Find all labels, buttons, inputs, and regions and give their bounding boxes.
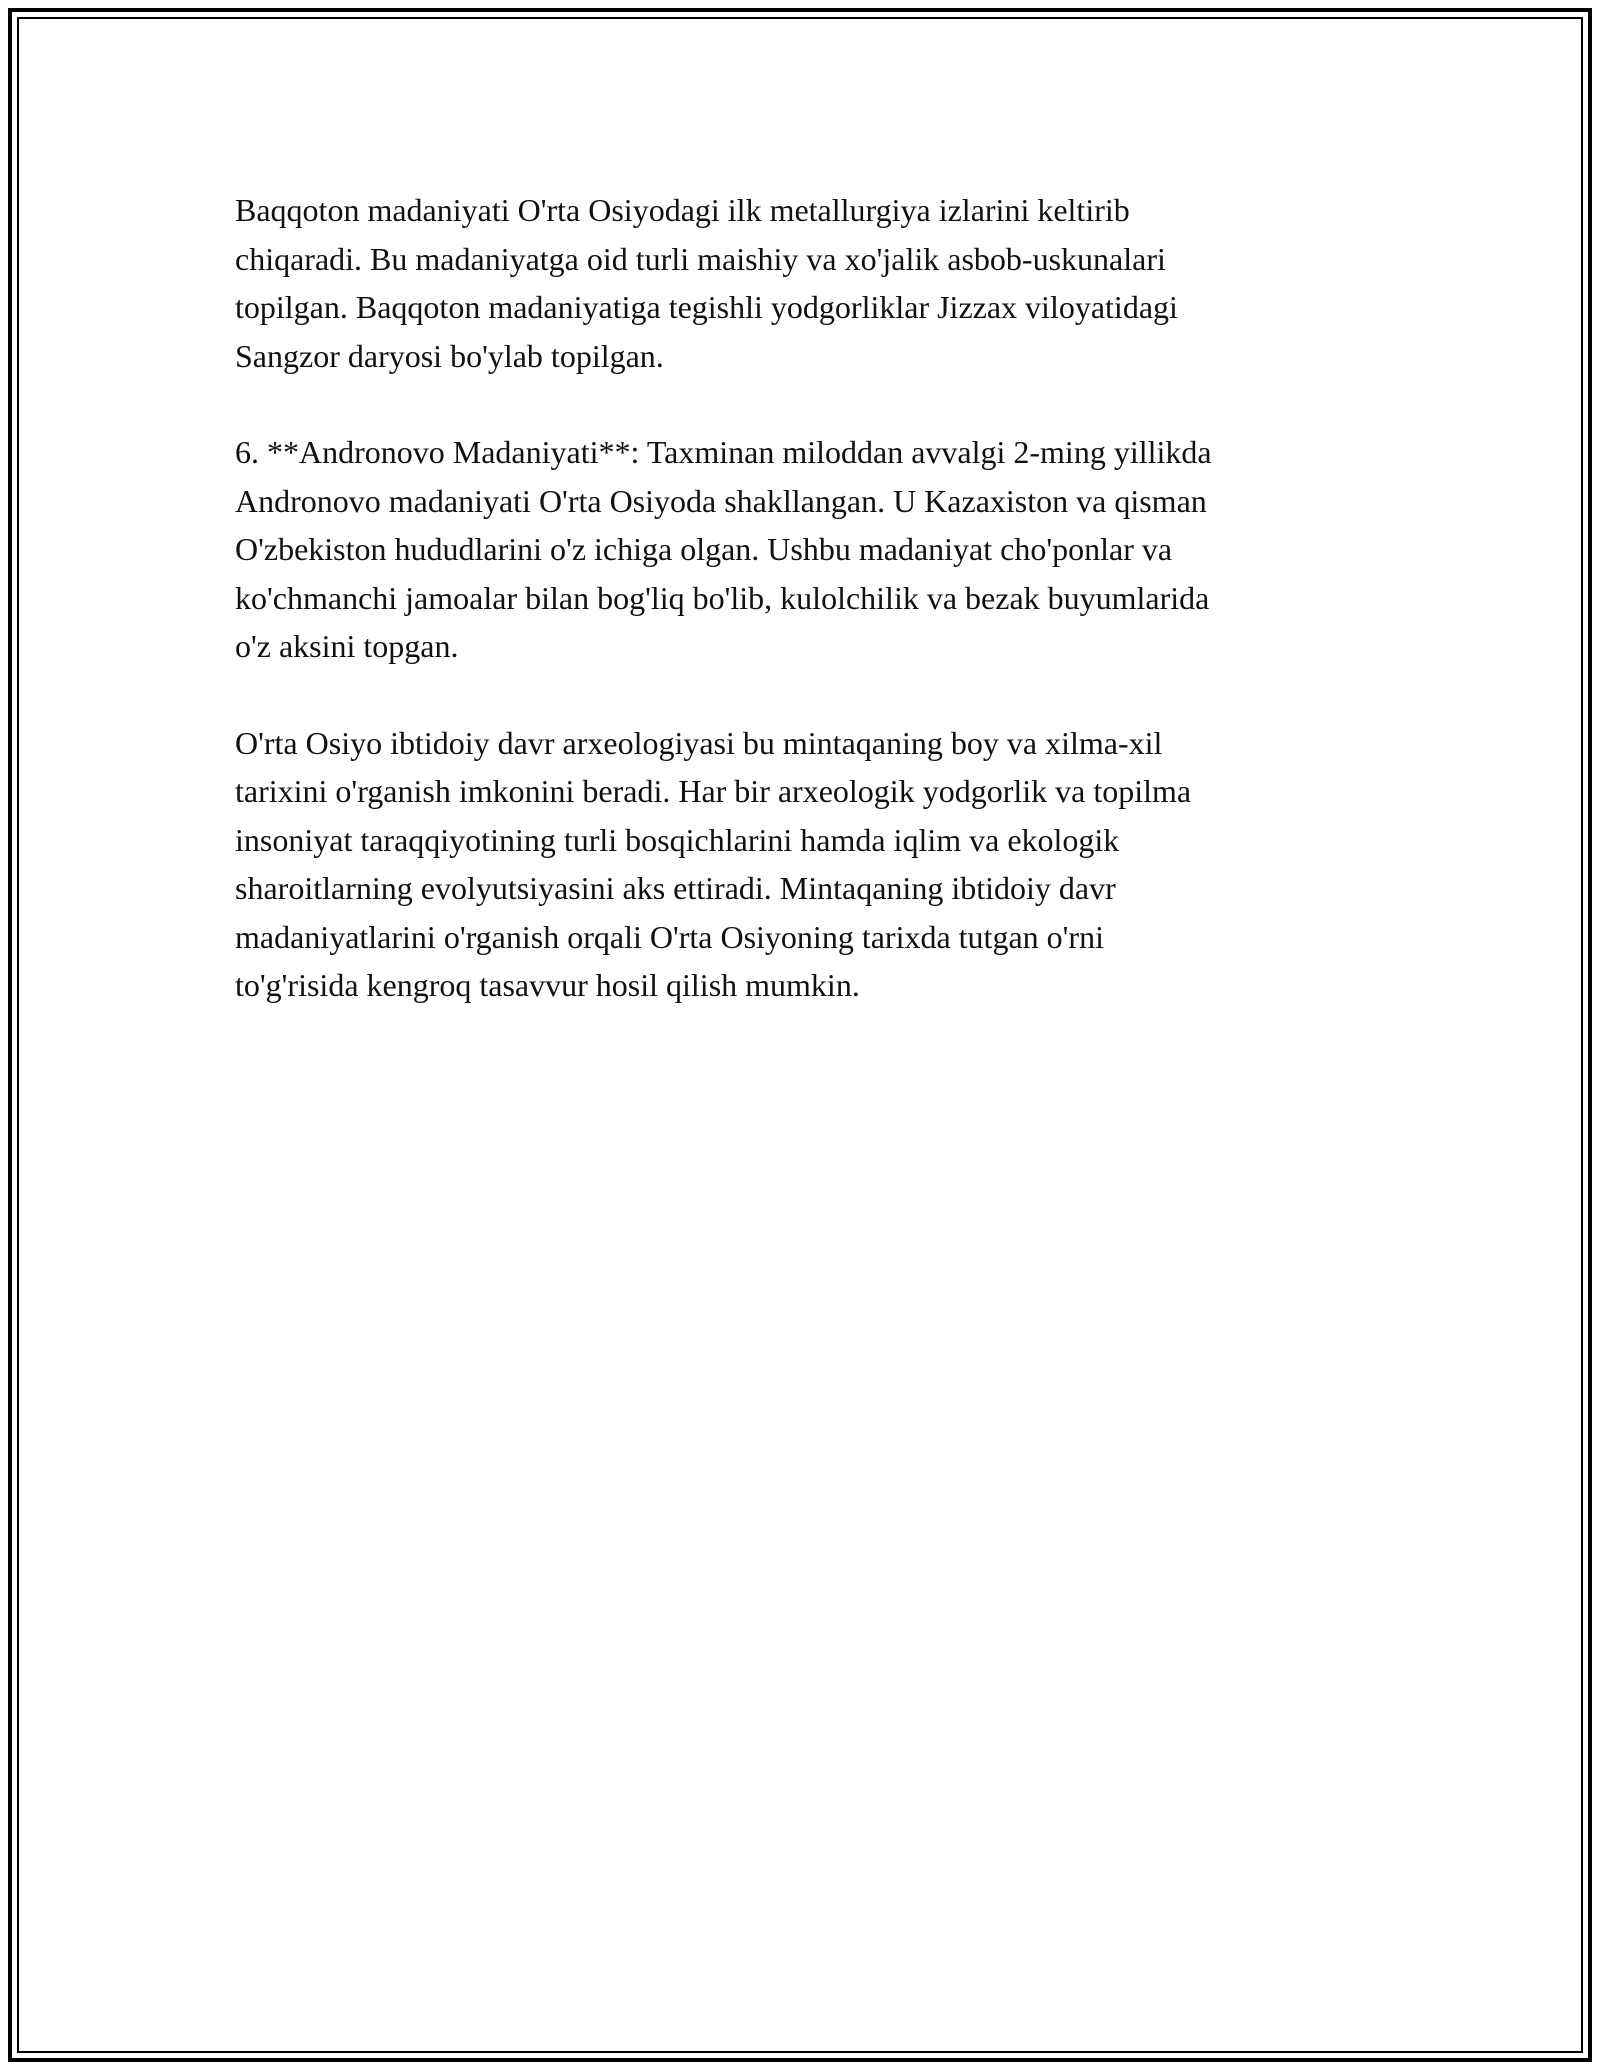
text-line: insoniyat taraqqiyotining turli bosqichlarini hamda iqlim va ekologik <box>235 821 1120 858</box>
text-line: chiqaradi. Bu madaniyatga oid turli maishiy va xo'jalik asbob-uskunalari <box>235 240 1166 277</box>
text-line: O'rta Osiyo ibtidoiy davr arxeologiyasi bu mintaqaning boy va xilma-xil <box>235 724 1163 761</box>
paragraph-conclusion <box>235 719 1385 1010</box>
text-line: to'g'risida kengroq tasavvur hosil qilish mumkin. <box>235 967 860 1003</box>
text-line: O'zbekiston hududlarini o'z ichiga olgan. Ushbu madaniyat cho'ponlar va <box>235 531 1173 567</box>
text-line: sharoitlarning evolyutsiyasini aks ettiradi. Mintaqaning ibtidoiy davr <box>235 870 1116 906</box>
text-line: Andronovo madaniyati O'rta Osiyoda shakllangan. U Kazaxiston va qisman <box>235 482 1207 519</box>
text-line: Baqqoton madaniyati O'rta Osiyodagi ilk metallurgiya izlarini keltirib <box>235 192 1130 228</box>
text-line: 6. **Andronovo Madaniyati**: Taxminan miloddan avvalgi 2-ming yillikda <box>235 434 1212 470</box>
text-line: o'z aksini topgan. <box>235 628 459 664</box>
paragraph-baqqoton <box>235 186 1385 380</box>
paragraph-andronovo <box>235 428 1385 671</box>
text-line: ko'chmanchi jamoalar bilan bog'liq bo'lib, kulolchilik va bezak buyumlarida <box>235 579 1210 616</box>
text-line: topilgan. Baqqoton madaniyatiga tegishli yodgorliklar Jizzax viloyatidagi <box>235 289 1178 325</box>
text-line: tarixini o'rganish imkonini beradi. Har bir arxeologik yodgorlik va topilma <box>235 773 1192 809</box>
text-line: madaniyatlarini o'rganish orqali O'rta Osiyoning tarixda tutgan o'rni <box>235 918 1104 955</box>
document-body <box>235 186 1385 1058</box>
text-line: Sangzor daryosi bo'ylab topilgan. <box>235 337 664 374</box>
